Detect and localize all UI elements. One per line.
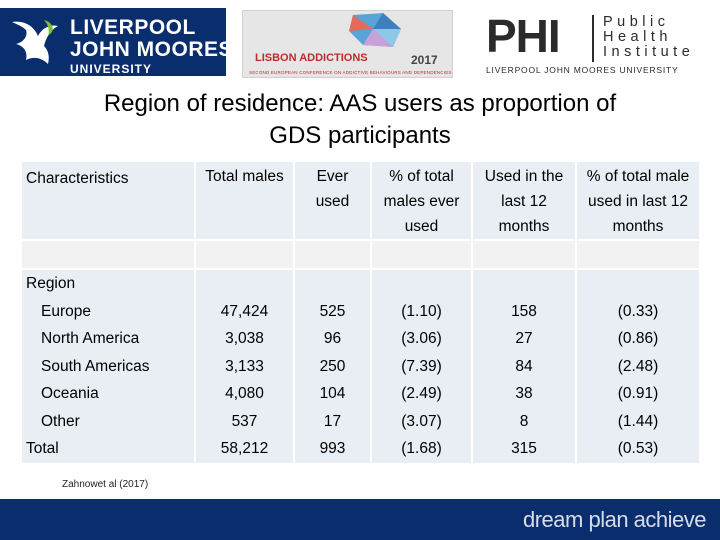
lisbon-year: 2017 [411,53,438,67]
header-line: months [612,218,664,235]
table-header-row [22,162,699,239]
table-value: 250 [319,357,346,375]
used-12-cell [473,270,575,463]
header-line: Total males [205,168,284,185]
spacer-cell [473,241,575,268]
citation: Zahnowet al (2017) [62,479,149,490]
table-value: 525 [319,302,346,320]
table-value: 158 [511,302,537,320]
header-line: % of total [389,168,454,185]
table-value: (0.53) [617,440,659,457]
group-label: Region [26,275,76,292]
row-label-oceania: Oceania [41,385,99,402]
row-label-europe: Europe [41,302,91,320]
table-value: (1.10) [401,302,442,320]
table-value: 47,424 [220,302,269,320]
table-value: 537 [231,412,258,430]
spacer-cell [295,241,370,268]
table-value: 27 [515,330,533,347]
table-spacer-row [22,241,699,268]
lisbon-subtitle: SECOND EUROPEAN CONFERENCE ON ADDICTIVE BEHAVIOURS AND DEPENDENCIES [249,70,452,75]
footer-tagline: dream plan achieve [522,507,706,532]
pct-ever-cell [372,270,471,463]
header-used-12 [473,162,575,239]
table-value: 8 [519,412,529,430]
header-line: last 12 [501,193,547,210]
ever-used-cell [295,270,370,463]
table-value: (2.48) [617,357,659,375]
slide-title-line1: Region of residence: AAS users as proportion of [103,90,617,117]
phi-word-health: Health [603,29,672,45]
header-line: used [404,218,439,235]
table-value: (3.06) [401,330,442,347]
polygon-graphic-icon [243,11,454,51]
row-label-total: Total [26,440,59,457]
spacer-cell [196,241,293,268]
row-label-north-america: North America [41,330,140,347]
table-value: (2.49) [401,385,442,402]
header-line: used [315,193,350,210]
slide-title-line2: GDS participants [269,122,451,149]
spacer-cell [22,241,194,268]
phi-logo [486,10,710,78]
header-total-males [196,162,293,239]
table-value: 96 [323,330,342,347]
liver-bird-icon [4,16,64,72]
table-value: (1.68) [401,440,442,457]
row-label-other: Other [41,412,80,430]
spacer-cell [372,241,471,268]
table-value: (0.86) [617,330,659,347]
table-value: 84 [515,357,533,375]
header-line: used in last 12 [588,193,688,210]
header-line: Ever [316,168,349,185]
phi-divider [592,15,594,62]
lisbon-title: LISBON ADDICTIONS [255,52,368,64]
header-characteristics: Characteristics [22,162,194,239]
phi-initials: PHI [486,10,560,62]
phi-subtitle: LIVERPOOL JOHN MOORES UNIVERSITY [486,65,679,75]
table-value: (1.44) [617,412,659,430]
table-value: 38 [515,385,533,402]
table-value: (3.07) [401,412,442,430]
header-line: months [498,218,550,235]
phi-word-institute: Institute [603,44,695,60]
ljmu-line3: UNIVERSITY [70,62,153,76]
region-table [20,160,701,465]
lisbon-addictions-logo [242,10,453,78]
table-value: 315 [511,440,537,457]
header-ever-used [295,162,370,239]
phi-word-public: Public [603,14,670,30]
table-value: 4,080 [225,385,264,402]
table-value: 104 [319,385,346,402]
slide-title [40,88,680,152]
table-value: 58,212 [220,440,269,457]
table-value: 3,038 [225,330,264,347]
region-labels-cell [22,270,194,463]
footer-bar [0,499,720,540]
table-body-row [22,270,699,463]
table-value: 3,133 [225,357,264,375]
pct-12-cell [577,270,699,463]
table-value: (0.33) [617,302,659,320]
header-line: males ever [383,193,460,210]
header-line: Used in the [484,168,564,185]
ljmu-logo [0,8,234,76]
header-pct-12 [577,162,699,239]
table-value: 993 [319,440,346,457]
table-value: (0.91) [617,385,659,402]
header-line: % of total male [586,168,690,185]
ljmu-line1: LIVERPOOL [70,16,196,39]
ljmu-line2: JOHN MOORES [70,38,234,61]
header-pct-ever [372,162,471,239]
table-value: 17 [323,412,342,430]
total-males-cell [196,270,293,463]
row-label-south-americas: South Americas [41,357,150,375]
table-value: (7.39) [401,357,442,375]
spacer-cell [577,241,699,268]
